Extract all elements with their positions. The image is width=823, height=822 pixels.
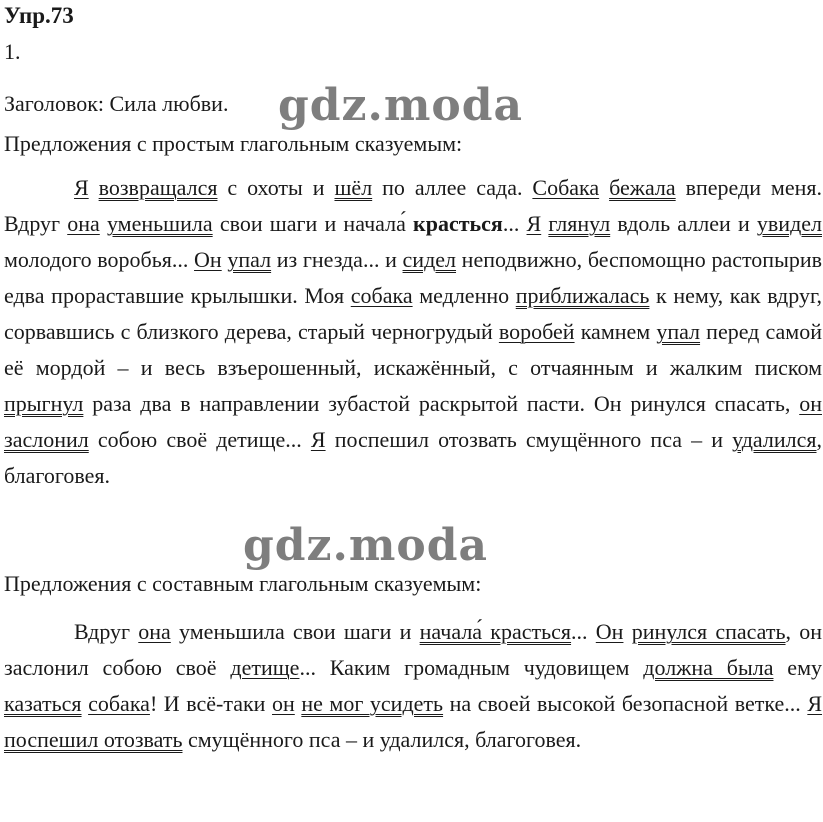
section-title-simple-predicate: Предложения с простым глагольным сказуемым: [4,131,463,156]
predicate: не мог усидеть [301,691,444,716]
item-number: 1. [4,39,21,64]
predicate: возвращался [98,175,218,200]
watermark: gdz.moda [278,80,524,131]
subject: собака [350,283,413,308]
predicate: бежала [609,175,676,200]
subject: она [138,619,171,644]
watermark: gdz.moda [243,520,489,571]
subject: Собака [532,175,600,200]
predicate: приближалась [515,283,650,308]
predicate: заслонил [4,427,89,452]
predicate: должна была [643,655,774,680]
subject: Я [310,427,326,452]
predicate: сидел [402,247,457,272]
paragraph-compound-predicate: Вдруг она уменьшила свои шаги и начала́ красться... Он ринулся спасать, он заслонил собою своё детище... Каким громадным чудовищем должна была ему казаться собака! И всё-таки он не мог усидеть на своей высокой безопасной ветке... Я поспешил отозвать смущённого пса – и удалился, благоговея. [4,619,823,752]
story-heading: Заголовок: Сила любви. [4,91,229,116]
exercise-title: Упр.73 [4,3,74,28]
predicate: увидел [756,211,823,236]
predicate: упал [227,247,272,272]
predicate: упал [656,319,701,344]
predicate: удалился [732,427,817,452]
subject: Он [595,619,624,644]
subject: он [272,691,295,716]
bold-word: красться [413,211,503,236]
subject: он [799,391,822,416]
subject: детище [230,655,300,680]
subject: Он [194,247,222,272]
subject: воробей [498,319,575,344]
paragraph-simple-predicate: Я возвращался с охоты и шёл по аллее сада. Собака бежала впереди меня. Вдруг она уменьшила свои шаги и начала́ красться... Я глянул вдоль аллеи и увидел молодого воробья... Он упал из гнезда... и сидел неподвижно, беспомощно растопырив едва прораставшие крылышки. Моя собака медленно приближалась к нему, как вдруг, сорвавшись с близкого дерева, старый черногрудый воробей камнем упал перед самой её мордой – и весь взъерошенный, искажённый, с отчаянным и жалким писком прыгнул раза два в направлении зубастой раскрытой пасти. Он ринулся спасать, он заслонил собою своё детище... Я поспешил отозвать смущённого пса – и удалился, благоговея. [4,175,823,488]
subject: она [67,211,100,236]
predicate: поспешил отозвать [4,727,183,752]
section-title-compound-predicate: Предложения с составным глагольным сказуемым: [4,571,482,596]
subject: Я [807,691,823,716]
subject: собака [88,691,150,716]
predicate: уменьшила [106,211,213,236]
predicate: прыгнул [4,391,84,416]
subject: Я [526,211,542,236]
predicate: казаться [4,691,82,716]
predicate: ринулся спасать [631,619,786,644]
subject: Я [74,175,89,200]
predicate: начала́ красться [419,619,572,644]
predicate: шёл [334,175,373,200]
predicate: глянул [548,211,611,236]
